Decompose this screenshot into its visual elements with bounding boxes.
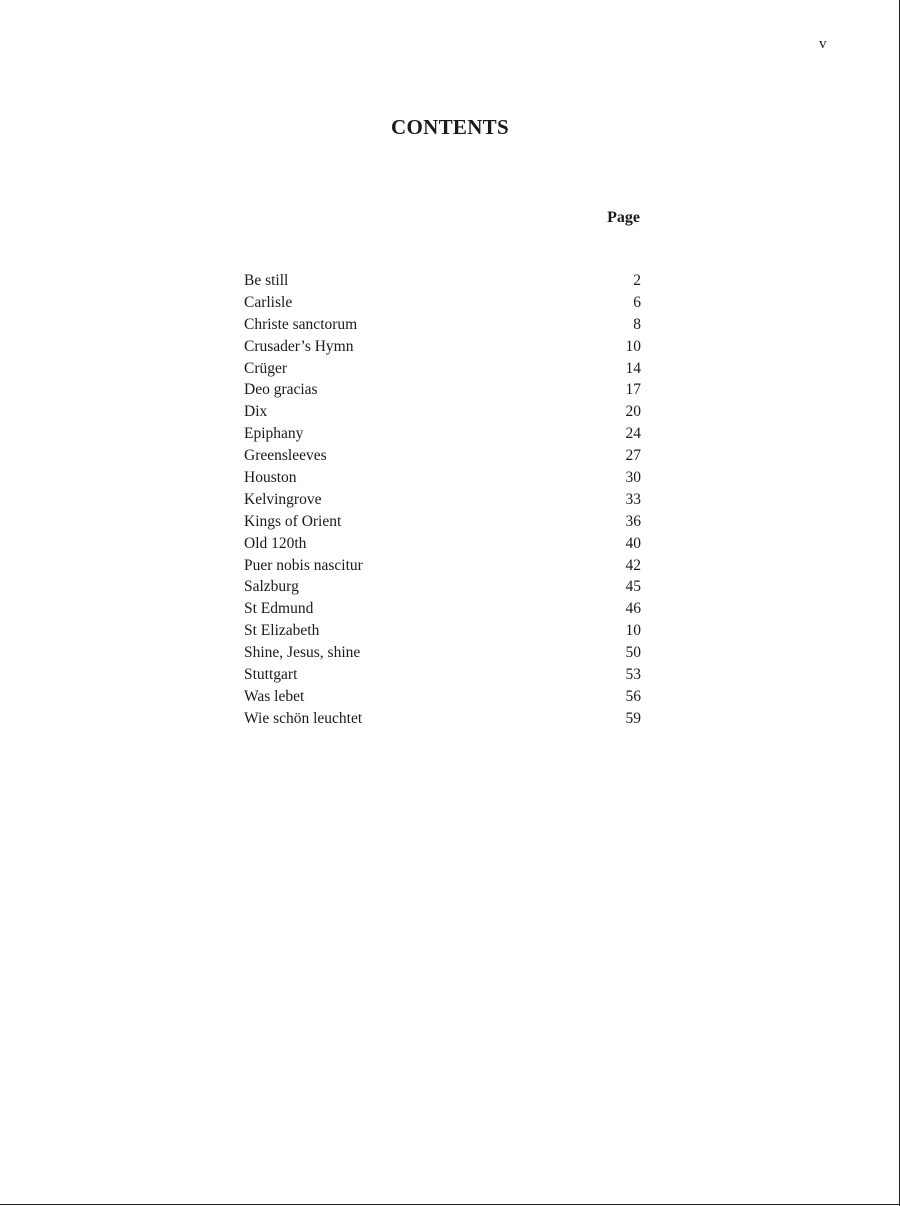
toc-entry <box>244 511 641 533</box>
toc-entry-page: 30 <box>625 469 641 487</box>
toc-entry <box>244 358 641 380</box>
toc-entry-page: 10 <box>625 337 641 355</box>
toc-entry-page: 42 <box>625 556 641 574</box>
page-number: v <box>819 36 827 52</box>
toc-entry <box>244 533 641 555</box>
contents-list <box>244 270 641 730</box>
toc-entry-page: 2 <box>633 272 641 289</box>
page-border-bottom <box>0 1204 900 1205</box>
toc-entry-page: 17 <box>625 381 641 399</box>
toc-entry <box>244 445 641 467</box>
toc-entry <box>244 555 641 577</box>
toc-entry <box>244 401 641 423</box>
toc-entry-title: Puer nobis nascitur <box>244 556 363 574</box>
toc-entry <box>244 292 641 314</box>
toc-entry <box>244 270 641 292</box>
toc-entry-page: 40 <box>625 534 641 552</box>
toc-entry <box>244 576 641 598</box>
toc-entry-page: 56 <box>625 687 641 705</box>
toc-entry-title: Greensleeves <box>244 447 327 465</box>
toc-entry-title: Was lebet <box>244 687 305 705</box>
toc-entry <box>244 664 641 686</box>
toc-entry-title: Old 120th <box>244 534 307 552</box>
toc-entry-title: Dix <box>244 403 268 421</box>
toc-entry <box>244 686 641 708</box>
toc-entry <box>244 620 641 642</box>
toc-entry-page: 50 <box>625 644 641 662</box>
toc-entry-page: 59 <box>625 709 641 727</box>
toc-entry <box>244 314 641 336</box>
toc-entry-page: 24 <box>625 425 641 443</box>
toc-entry-title: Deo gracias <box>244 381 318 399</box>
toc-entry-title: Carlisle <box>244 293 293 311</box>
toc-entry-title: Salzburg <box>244 578 299 596</box>
toc-entry-page: 6 <box>633 293 641 311</box>
page-column-header: Page <box>607 209 640 226</box>
toc-entry-title: Be still <box>244 272 289 289</box>
toc-entry-page: 33 <box>625 490 641 508</box>
toc-entry-title: Stuttgart <box>244 666 298 684</box>
toc-entry <box>244 336 641 358</box>
toc-entry-page: 46 <box>625 600 641 618</box>
toc-entry <box>244 642 641 664</box>
toc-entry <box>244 379 641 401</box>
toc-entry-title: Wie schön leuchtet <box>244 709 363 727</box>
toc-entry-title: Shine, Jesus, shine <box>244 644 361 662</box>
toc-entry-page: 36 <box>625 512 641 530</box>
toc-entry-page: 14 <box>625 359 641 377</box>
toc-entry <box>244 489 641 511</box>
toc-entry <box>244 423 641 445</box>
toc-entry-title: Christe sanctorum <box>244 315 358 333</box>
toc-entry-title: Houston <box>244 469 297 487</box>
toc-entry-title: St Edmund <box>244 600 314 618</box>
toc-entry-title: Crüger <box>244 359 288 377</box>
toc-entry-page: 45 <box>625 578 641 596</box>
toc-entry-title: Crusader’s Hymn <box>244 337 354 355</box>
toc-entry-page: 20 <box>625 403 641 421</box>
toc-entry <box>244 467 641 489</box>
page-title: CONTENTS <box>391 115 509 139</box>
toc-entry-page: 8 <box>633 315 641 333</box>
toc-entry-title: Epiphany <box>244 425 304 443</box>
toc-entry-title: St Elizabeth <box>244 622 320 640</box>
toc-entry <box>244 708 641 730</box>
toc-entry-page: 27 <box>625 447 641 465</box>
toc-entry <box>244 598 641 620</box>
toc-entry-title: Kings of Orient <box>244 512 342 530</box>
toc-entry-page: 10 <box>625 622 641 640</box>
toc-entry-title: Kelvingrove <box>244 490 322 508</box>
toc-entry-page: 53 <box>625 666 641 684</box>
